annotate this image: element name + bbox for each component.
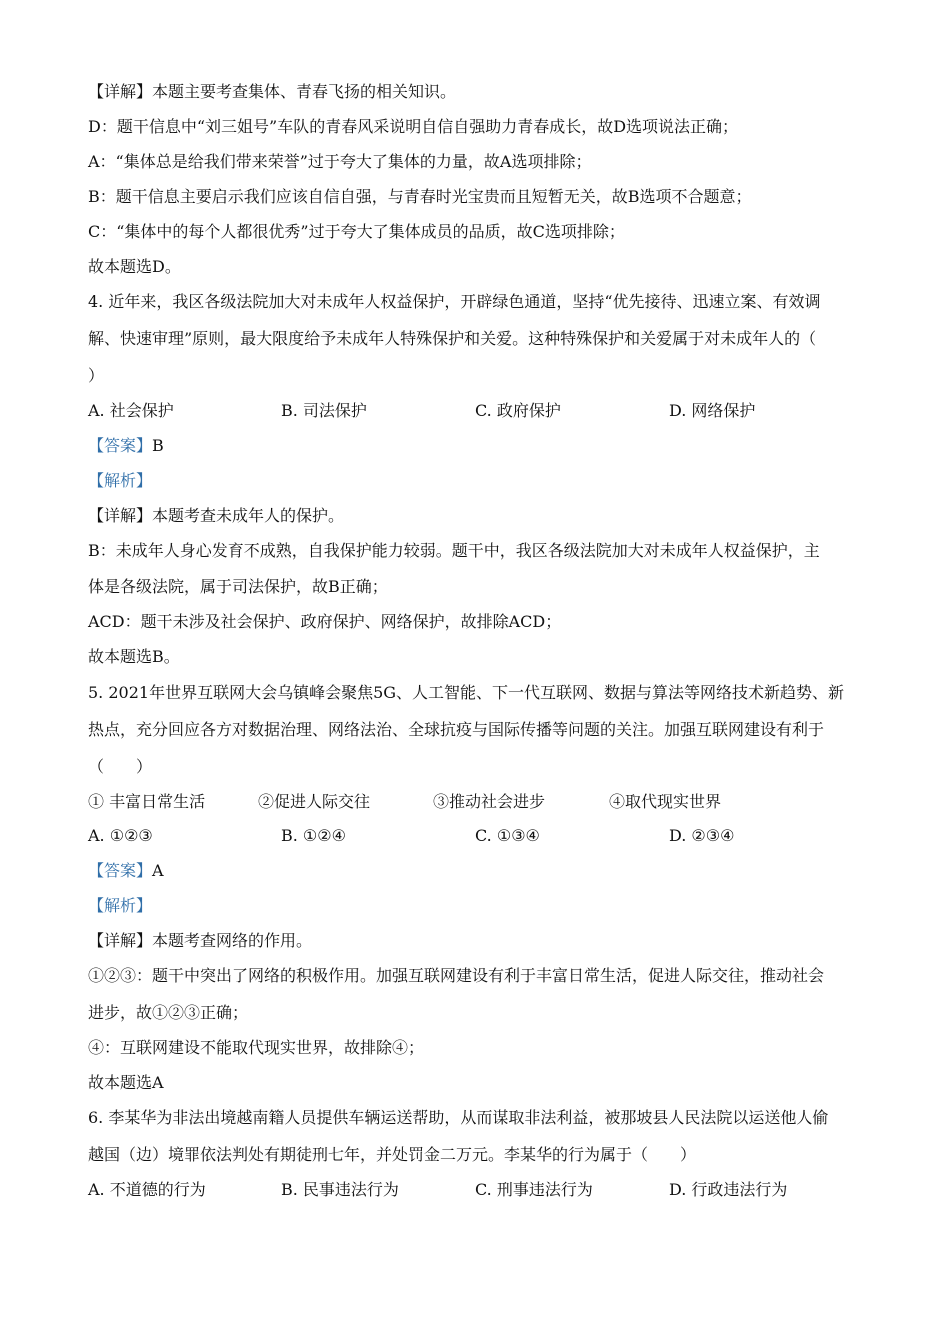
q5-option-d: D. ②③④	[669, 826, 735, 845]
q6-option-d: D. 行政违法行为	[669, 1180, 788, 1199]
q4-exp-acd: ACD：题干未涉及社会保护、政府保护、网络保护，故排除ACD；	[88, 612, 562, 631]
q4-exp-b-line1: B：未成年人身心发育不成熟，自我保护能力较弱。题干中，我区各级法院加大对未成年人权益保护，主	[88, 541, 820, 560]
q5-exp-4: ④：互联网建设不能取代现实世界，故排除④；	[88, 1038, 425, 1057]
q6-stem-line1: 6. 李某华为非法出境越南籍人员提供车辆运送帮助，从而谋取非法利益，被那坡县人民法院以运送他人偷	[88, 1108, 829, 1127]
q6-stem-line2: 越国（边）境罪依法判处有期徒刑七年，并处罚金二万元。李某华的行为属于（ ）	[88, 1145, 697, 1164]
q5-item-4: ④取代现实世界	[609, 792, 722, 811]
q4-stem-line3: ）	[88, 366, 105, 385]
q6-option-c: C. 刑事违法行为	[475, 1180, 593, 1199]
q5-item-3: ③推动社会进步	[433, 792, 546, 811]
q5-option-a: A. ①②③	[88, 826, 153, 845]
q5-analysis-label: 【解析】	[88, 896, 153, 915]
q5-item-1: ① 丰富日常生活	[88, 792, 206, 811]
q5-option-b: B. ①②④	[281, 826, 346, 845]
q4-answer-label: 【答案】	[88, 436, 153, 455]
q4-conclusion: 故本题选B。	[88, 647, 180, 666]
q6-option-a: A. 不道德的行为	[88, 1180, 206, 1199]
q5-exp-123-line2: 进步，故①②③正确；	[88, 1003, 249, 1022]
q5-answer: A	[152, 861, 164, 880]
q4-stem-line1: 4. 近年来，我区各级法院加大对未成年人权益保护，开辟绿色通道，坚持“优先接待、迅速立案、有效调	[88, 292, 821, 311]
q5-stem-line3: （ ）	[88, 757, 153, 776]
q3-exp-c: C：“集体中的每个人都很优秀”过于夸大了集体成员的品质，故C选项排除；	[88, 222, 625, 241]
q4-exp-b-line2: 体是各级法院，属于司法保护，故B正确；	[88, 577, 388, 596]
q4-option-c: C. 政府保护	[475, 401, 561, 420]
q4-analysis-label: 【解析】	[88, 471, 153, 490]
q4-stem-line2: 解、快速审理”原则，最大限度给予未成年人特殊保护和关爱。这种特殊保护和关爱属于对未成年人的（	[88, 329, 817, 348]
q5-stem-line1: 5. 2021年世界互联网大会乌镇峰会聚焦5G、人工智能、下一代互联网、数据与算法等网络技术新趋势、新	[88, 683, 845, 702]
q3-conclusion: 故本题选D。	[88, 257, 181, 276]
q5-exp-123-line1: ①②③：题干中突出了网络的积极作用。加强互联网建设有利于丰富日常生活，促进人际交往，推动社会	[88, 966, 825, 985]
q4-option-d: D. 网络保护	[669, 401, 756, 420]
q3-exp-a: A：“集体总是给我们带来荣誉”过于夸大了集体的力量，故A选项排除；	[88, 152, 592, 171]
q5-conclusion: 故本题选A	[88, 1073, 164, 1092]
q3-exp-b: B：题干信息主要启示我们应该自信自强，与青春时光宝贵而且短暂无关，故B选项不合题意；	[88, 187, 752, 206]
q4-detail: 【详解】本题考查未成年人的保护。	[88, 506, 345, 525]
q5-answer-line	[88, 861, 164, 881]
q4-option-a: A. 社会保护	[88, 401, 174, 420]
q5-item-2: ②促进人际交往	[258, 792, 371, 811]
q5-answer-label: 【答案】	[88, 861, 153, 880]
q5-option-c: C. ①③④	[475, 826, 540, 845]
q3-exp-d: D：题干信息中“刘三姐号”车队的青春风采说明自信自强助力青春成长，故D选项说法正确；	[88, 117, 739, 136]
q4-answer-line	[88, 436, 164, 456]
q3-detail: 【详解】本题主要考查集体、青春飞扬的相关知识。	[88, 82, 457, 101]
q5-detail: 【详解】本题考查网络的作用。	[88, 931, 313, 950]
q5-stem-line2: 热点，充分回应各方对数据治理、网络法治、全球抗疫与国际传播等问题的关注。加强互联网建设有利于	[88, 720, 825, 739]
q6-option-b: B. 民事违法行为	[281, 1180, 399, 1199]
q4-option-b: B. 司法保护	[281, 401, 367, 420]
q4-answer: B	[152, 436, 164, 455]
